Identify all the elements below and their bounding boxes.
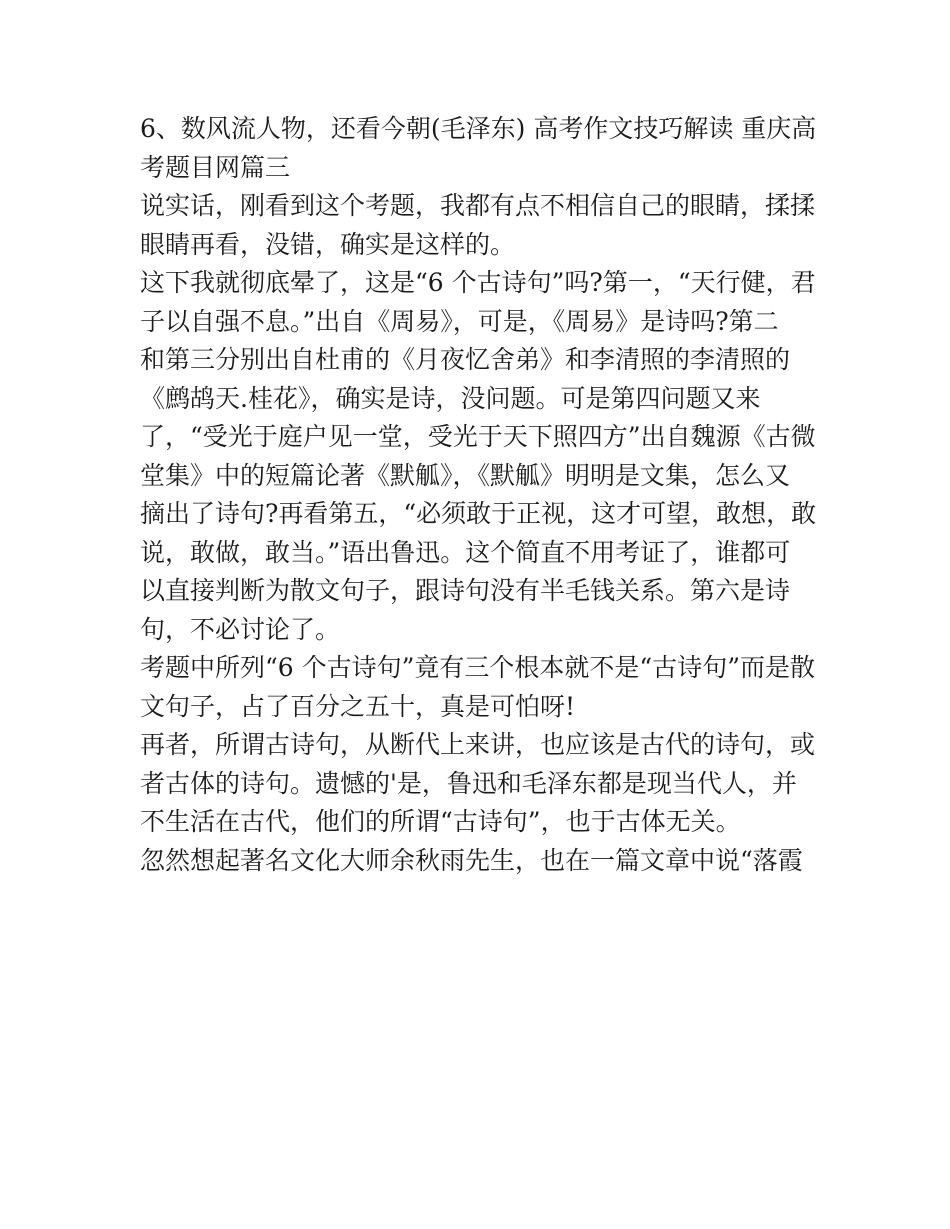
text-line: 6、数风流人物，还看今朝(毛泽东) 高考作文技巧解读 重庆高 (140, 114, 817, 143)
text-line: 者古体的诗句。遗憾的'是，鲁迅和毛泽东都是现当代人，并 (140, 768, 797, 798)
text-line: 以直接判断为散文句子，跟诗句没有半毛钱关系。第六是诗 (140, 576, 791, 605)
text-line: 子以自强不息。”出自《周易》，可是，《周易》是诗吗?第二 (140, 306, 779, 336)
text-line: 堂集》中的短篇论著《默觚》，《默觚》明明是文集，怎么又 (140, 460, 791, 490)
text-line: 《鹧鸪天.桂花》，确实是诗，没问题。可是第四问题又来 (140, 383, 761, 413)
text-line: 了，“受光于庭户见一堂，受光于天下照四方”出自魏源《古微 (140, 422, 816, 451)
text-line: 这下我就彻底晕了，这是“6 个古诗句”吗?第一，“天行健，君 (140, 268, 816, 297)
text-line: 摘出了诗句?再看第五，“必须敢于正视，这才可望，敢想，敢 (140, 499, 817, 528)
text-line: 和第三分别出自杜甫的《月夜忆舍弟》和李清照的李清照的 (140, 345, 791, 374)
text-line: 忽然想起著名文化大师余秋雨先生，也在一篇文章中说“落霞 (140, 845, 803, 875)
text-line: 考题中所列“6 个古诗句”竟有三个根本就不是“古诗句”而是散 (140, 653, 815, 682)
article-body (140, 110, 816, 880)
text-line: 句，不必讨论了。 (140, 614, 341, 644)
text-line: 说实话，刚看到这个考题，我都有点不相信自己的眼睛，揉揉 (140, 191, 816, 220)
text-line: 不生活在古代，他们的所谓“古诗句”，也于古体无关。 (140, 807, 741, 836)
text-line: 再者，所谓古诗句，从断代上来讲，也应该是古代的诗句，或 (140, 730, 816, 759)
text-line: 说，敢做，敢当。”语出鲁迅。这个简直不用考证了，谁都可 (140, 537, 791, 567)
text-line: 眼睛再看，没错，确实是这样的。 (140, 229, 516, 259)
text-line: 文句子，占了百分之五十，真是可怕呀! (140, 691, 576, 721)
text-line: 考题目网篇三 (140, 152, 291, 182)
